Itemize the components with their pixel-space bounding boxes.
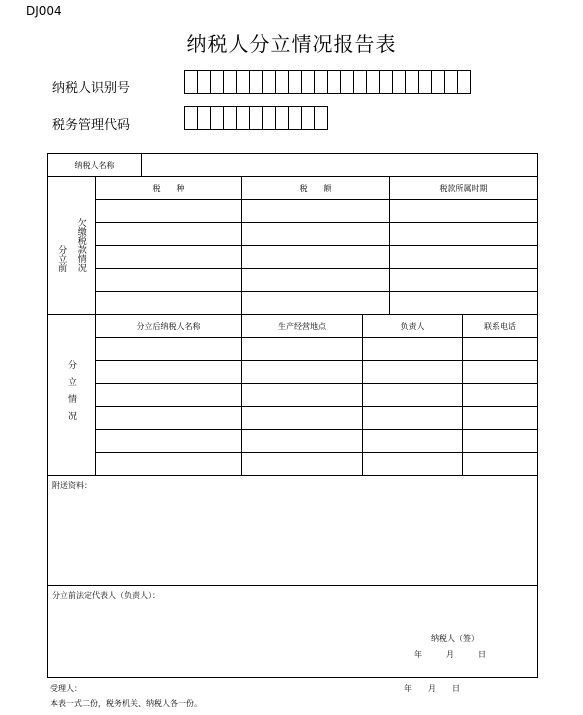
before-cell[interactable] xyxy=(390,223,538,246)
taxpayer-id-boxes[interactable] xyxy=(185,70,471,94)
tax-mgmt-code-boxes[interactable] xyxy=(185,106,328,130)
after-cell[interactable] xyxy=(242,361,363,384)
after-cell[interactable] xyxy=(463,430,538,453)
taxpayer-name-field[interactable] xyxy=(142,154,538,177)
after-cell[interactable] xyxy=(463,453,538,476)
before-cell[interactable] xyxy=(242,246,390,269)
before-cell[interactable] xyxy=(96,292,242,315)
before-header-tax-amount: 税 额 xyxy=(242,177,390,200)
after-cell[interactable] xyxy=(463,338,538,361)
form-code: DJ004 xyxy=(26,4,62,18)
before-header-tax-type: 税 种 xyxy=(96,177,242,200)
before-header-tax-period: 税款所属时期 xyxy=(390,177,538,200)
after-header-location: 生产经营地点 xyxy=(242,315,363,338)
after-cell[interactable] xyxy=(363,361,463,384)
before-section-sublabel: 欠缴税款情况 xyxy=(75,217,86,272)
before-cell[interactable] xyxy=(242,269,390,292)
taxpayer-name-label: 纳税人名称 xyxy=(48,154,142,177)
after-cell[interactable] xyxy=(96,453,242,476)
after-cell[interactable] xyxy=(242,338,363,361)
attachments-section[interactable] xyxy=(48,476,538,586)
receiver-label: 受理人： xyxy=(50,684,82,693)
legal-rep-section[interactable] xyxy=(48,586,538,678)
receiver-date: 年 月 日 xyxy=(404,684,460,693)
before-cell[interactable] xyxy=(96,246,242,269)
report-table xyxy=(47,153,538,678)
before-cell[interactable] xyxy=(390,246,538,269)
after-cell[interactable] xyxy=(463,384,538,407)
after-cell[interactable] xyxy=(96,430,242,453)
attachments-label: 附送资料： xyxy=(52,481,92,490)
before-cell[interactable] xyxy=(96,269,242,292)
after-cell[interactable] xyxy=(242,407,363,430)
signature-date: 年 月 日 xyxy=(414,650,486,659)
after-header-name: 分立后纳税人名称 xyxy=(96,315,242,338)
before-cell[interactable] xyxy=(390,200,538,223)
legal-rep-label: 分立前法定代表人（负责人）： xyxy=(52,591,160,600)
copies-note: 本表一式二份，税务机关、纳税人各一份。 xyxy=(50,699,202,708)
after-cell[interactable] xyxy=(363,384,463,407)
after-header-manager: 负责人 xyxy=(363,315,463,338)
before-cell[interactable] xyxy=(242,292,390,315)
after-header-phone: 联系电话 xyxy=(463,315,538,338)
after-cell[interactable] xyxy=(96,407,242,430)
after-cell[interactable] xyxy=(463,361,538,384)
after-cell[interactable] xyxy=(96,384,242,407)
after-cell[interactable] xyxy=(96,361,242,384)
taxpayer-id-label: 纳税人识别号 xyxy=(52,81,131,96)
before-cell[interactable] xyxy=(242,200,390,223)
after-cell[interactable] xyxy=(363,430,463,453)
after-cell[interactable] xyxy=(96,338,242,361)
tax-mgmt-code-label: 税务管理代码 xyxy=(52,118,131,133)
after-cell[interactable] xyxy=(363,453,463,476)
before-cell[interactable] xyxy=(96,200,242,223)
before-section-label: 分立前 欠缴税款情况 xyxy=(48,177,96,315)
before-cell[interactable] xyxy=(96,223,242,246)
before-cell[interactable] xyxy=(390,269,538,292)
after-cell[interactable] xyxy=(242,430,363,453)
before-cell[interactable] xyxy=(390,292,538,315)
taxpayer-seal-label: 纳税人（签） xyxy=(431,634,479,643)
after-section-label: 分立情况 xyxy=(48,315,96,476)
page-title: 纳税人分立情况报告表 xyxy=(186,32,397,56)
after-cell[interactable] xyxy=(363,338,463,361)
after-cell[interactable] xyxy=(463,407,538,430)
after-cell[interactable] xyxy=(242,384,363,407)
after-cell[interactable] xyxy=(363,407,463,430)
before-cell[interactable] xyxy=(242,223,390,246)
after-cell[interactable] xyxy=(242,453,363,476)
